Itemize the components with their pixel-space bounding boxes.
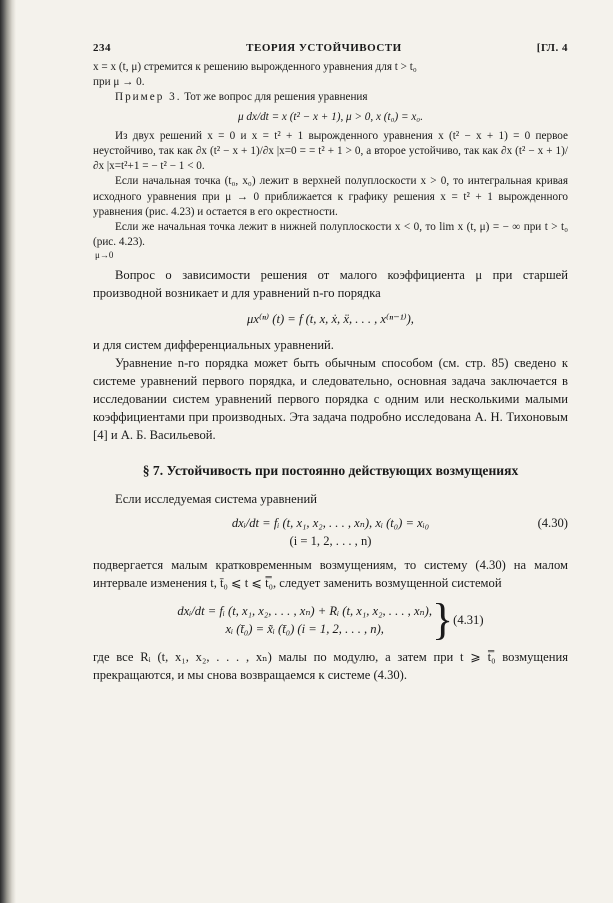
section-heading: § 7. Устойчивость при постоянно действующих возмущениях [142, 463, 519, 479]
right-brace: } [432, 595, 454, 645]
example-text: Тот же вопрос для решения уравнения [184, 91, 368, 104]
paragraph-system-intro: Если исследуемая система уравнений [115, 492, 317, 507]
main-text [93, 266, 568, 684]
paragraph-reduction: Уравнение n-го порядка может быть обычным способом (см. стр. 85) сведено к системе уравнений первого порядка, и следовательно, основная задача заключается в исследовании систем уравнений первого порядка с одним или несколькими малыми коэффициентами при производных. Эта задача подробно исследована А. Н. Тихоновым [4] и А. Б. Васильевой. [93, 356, 568, 443]
limit-subscript: μ→0 [95, 250, 114, 261]
book-binding-shadow [0, 0, 16, 903]
paragraph-lower-halfplane: Если же начальная точка лежит в нижней полуплоскости x < 0, то lim x (t, μ) = − ∞ при t > t₀ (рис. 4.23). [93, 221, 568, 249]
paragraph-upper-halfplane: Если начальная точка (t₀, x₀) лежит в верхней полуплоскости x > 0, то интегральная кривая исходного уравнения при μ → 0 приближается к графику решения x = t² + 1 вырожденного уравнения (рис. 4.23) и остается в его окрестности. [93, 175, 568, 218]
equation-1: μ dx/dt = x (t² − x + 1), μ > 0, x (t₀) = x₀. [238, 110, 423, 123]
equation-number-4-30: (4.30) [537, 516, 568, 531]
equation-4-31-line-1: dxᵢ/dt = fᵢ (t, x₁, x₂, . . . , xₙ) + Rᵢ (t, x₁, x₂, . . . , xₙ), [177, 604, 432, 619]
line-1: x = x (t, μ) стремится к решению вырожденного уравнения для t > t₀ [93, 61, 417, 73]
line-2: при μ → 0. [93, 76, 145, 89]
example-block [93, 60, 568, 260]
equation-4-31 [93, 595, 568, 645]
equation-4-30-condition: (i = 1, 2, . . . , n) [289, 534, 372, 549]
paragraph-question: Вопрос о зависимости решения от малого коэффициента μ при старшей производной возникает и для уравнений n-го порядка [93, 268, 568, 301]
equation-number-4-31: (4.31) [453, 613, 484, 628]
running-title: ТЕОРИЯ УСТОЙЧИВОСТИ [246, 42, 402, 54]
example-label: Пример 3. [115, 91, 182, 104]
paragraph-perturbation: подвергается малым кратковременным возмущениям, то систему (4.30) на малом интервале изменения t, t̄₀ ⩽ t ⩽ t̿₀, следует заменить возмущенной системой [93, 558, 568, 591]
chapter-label: [ГЛ. 4 [536, 42, 568, 54]
paragraph-final: где все Rᵢ (t, x₁, x₂, . . . , xₙ) малы по модулю, а затем при t ⩾ t̿₀ возмущения прекращаются, и мы снова возвращаемся к системе (4.30). [93, 650, 568, 683]
equation-2: μx⁽ⁿ⁾ (t) = f (t, x, ẋ, ẍ, . . . , x⁽ⁿ⁻¹⁾), [247, 312, 414, 327]
equation-4-30 [93, 514, 568, 550]
page-number: 234 [93, 42, 111, 54]
equation-4-30-body: dxᵢ/dt = fᵢ (t, x₁, x₂, . . . , xₙ), xᵢ (t₀) = xᵢ₀ [231, 516, 430, 531]
running-header [93, 42, 568, 54]
paragraph-stability: Из двух решений x = 0 и x = t² + 1 вырожденного уравнения x (t² − x + 1) = 0 первое неустойчиво, так как ∂x (t² − x + 1)/∂x |x=0 = = t² + 1 > 0, а второе устойчиво, так как ∂x (t² − x + 1)/∂x |x=t²+1 = − t² − 1 < 0. [93, 129, 568, 173]
example-heading [93, 90, 568, 105]
equation-4-31-line-2: xᵢ (t̄₀) = x̃ᵢ (t̄₀) (i = 1, 2, . . . , n), [225, 622, 384, 637]
book-page [93, 42, 568, 684]
paragraph-systems: и для систем дифференциальных уравнений. [93, 338, 334, 353]
